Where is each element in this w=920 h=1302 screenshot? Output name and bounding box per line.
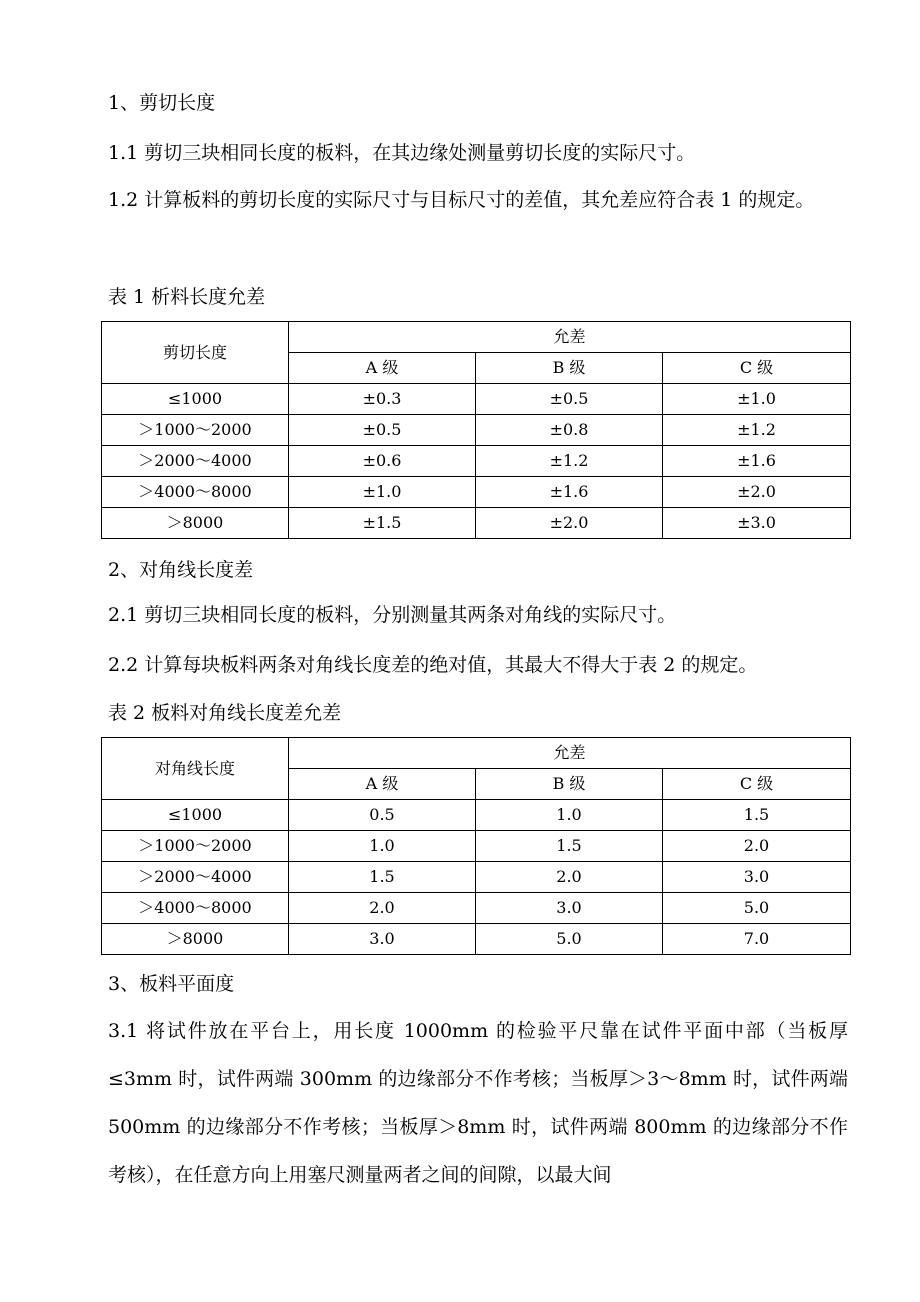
section1-heading: 1、剪切长度 [108, 92, 216, 114]
table-cell: ＞1000～2000 [102, 831, 289, 862]
table-cell: 1.5 [663, 800, 851, 831]
table-cell: ±2.0 [663, 477, 851, 508]
table-row [102, 893, 851, 924]
table-cell: ±2.0 [476, 508, 663, 539]
table-row [102, 800, 851, 831]
table-cell: ＞1000～2000 [102, 415, 289, 446]
table-row [102, 415, 851, 446]
section1-paragraph-2: 1.2 计算板料的剪切长度的实际尺寸与目标尺寸的差值，其允差应符合表 1 的规定。 [108, 189, 815, 211]
table-cell: ＞2000～4000 [102, 446, 289, 477]
table-cell: ＞8000 [102, 508, 289, 539]
table-cell: 1.5 [476, 831, 663, 862]
table-cell: ±1.2 [663, 415, 851, 446]
table1-grade-a: A 级 [289, 353, 476, 384]
section3-heading: 3、板料平面度 [108, 973, 235, 995]
table-row [102, 862, 851, 893]
table-cell: 1.5 [289, 862, 476, 893]
table2-grade-a: A 级 [289, 769, 476, 800]
table-cell: ±0.5 [289, 415, 476, 446]
table-cell: ±1.6 [476, 477, 663, 508]
table-cell: 2.0 [289, 893, 476, 924]
table-row [102, 384, 851, 415]
table-cell: 3.0 [289, 924, 476, 955]
table1-grade-b: B 级 [476, 353, 663, 384]
table-cell: 5.0 [663, 893, 851, 924]
table-cell: ±1.2 [476, 446, 663, 477]
section2-paragraph-1: 2.1 剪切三块相同长度的板料，分别测量其两条对角线的实际尺寸。 [108, 604, 677, 626]
table1-grade-c: C 级 [663, 353, 851, 384]
table-row [102, 831, 851, 862]
table-cell: ±0.3 [289, 384, 476, 415]
table-cell: 1.0 [289, 831, 476, 862]
table-cell: 2.0 [476, 862, 663, 893]
table2-col0-header: 对角线长度 [102, 738, 289, 800]
section1-paragraph-1: 1.1 剪切三块相同长度的板料，在其边缘处测量剪切长度的实际尺寸。 [108, 142, 696, 164]
table1-col0-header: 剪切长度 [102, 322, 289, 384]
table-row [102, 477, 851, 508]
table-row [102, 446, 851, 477]
table-cell: ±1.0 [663, 384, 851, 415]
table-cell: ＞4000～8000 [102, 477, 289, 508]
table-cell: ≤1000 [102, 384, 289, 415]
table-cell: 1.0 [476, 800, 663, 831]
table-cell: 2.0 [663, 831, 851, 862]
table-row [102, 924, 851, 955]
table-cell: ＞8000 [102, 924, 289, 955]
table-cell: ＞2000～4000 [102, 862, 289, 893]
table-cell: ±0.6 [289, 446, 476, 477]
table2-grade-c: C 级 [663, 769, 851, 800]
table-cell: ±1.5 [289, 508, 476, 539]
table-cell: ±0.5 [476, 384, 663, 415]
table2-group-header: 允差 [289, 738, 851, 769]
table-cell: 3.0 [476, 893, 663, 924]
table-cell: ±3.0 [663, 508, 851, 539]
table-cell: ±0.8 [476, 415, 663, 446]
table2 [101, 737, 851, 955]
table1 [101, 321, 851, 539]
table-row [102, 508, 851, 539]
table1-group-header: 允差 [289, 322, 851, 353]
section2-paragraph-2: 2.2 计算每块板料两条对角线长度差的绝对值，其最大不得大于表 2 的规定。 [108, 654, 758, 676]
section3-paragraph-1: 3.1 将试件放在平台上，用长度 1000mm 的检验平尺靠在试件平面中部（当板厚≤3mm 时，试件两端 300mm 的边缘部分不作考核；当板厚＞3～8mm 时，试件两端 500mm 的边缘部分不作考核；当板厚＞8mm 时，试件两端 800mm 的边缘部分不作考核），在任意方向上用塞尺测量两者之间的间隙，以最大间 [108, 1020, 848, 1186]
table2-title: 表 2 板料对角线长度差允差 [108, 702, 342, 724]
table-cell: ±1.6 [663, 446, 851, 477]
table-cell: ≤1000 [102, 800, 289, 831]
table-cell: 0.5 [289, 800, 476, 831]
table-cell: ＞4000～8000 [102, 893, 289, 924]
table-cell: 5.0 [476, 924, 663, 955]
table-cell: ±1.0 [289, 477, 476, 508]
table-cell: 3.0 [663, 862, 851, 893]
table2-grade-b: B 级 [476, 769, 663, 800]
table1-title: 表 1 析料长度允差 [108, 286, 266, 308]
table-cell: 7.0 [663, 924, 851, 955]
section2-heading: 2、对角线长度差 [108, 559, 254, 581]
